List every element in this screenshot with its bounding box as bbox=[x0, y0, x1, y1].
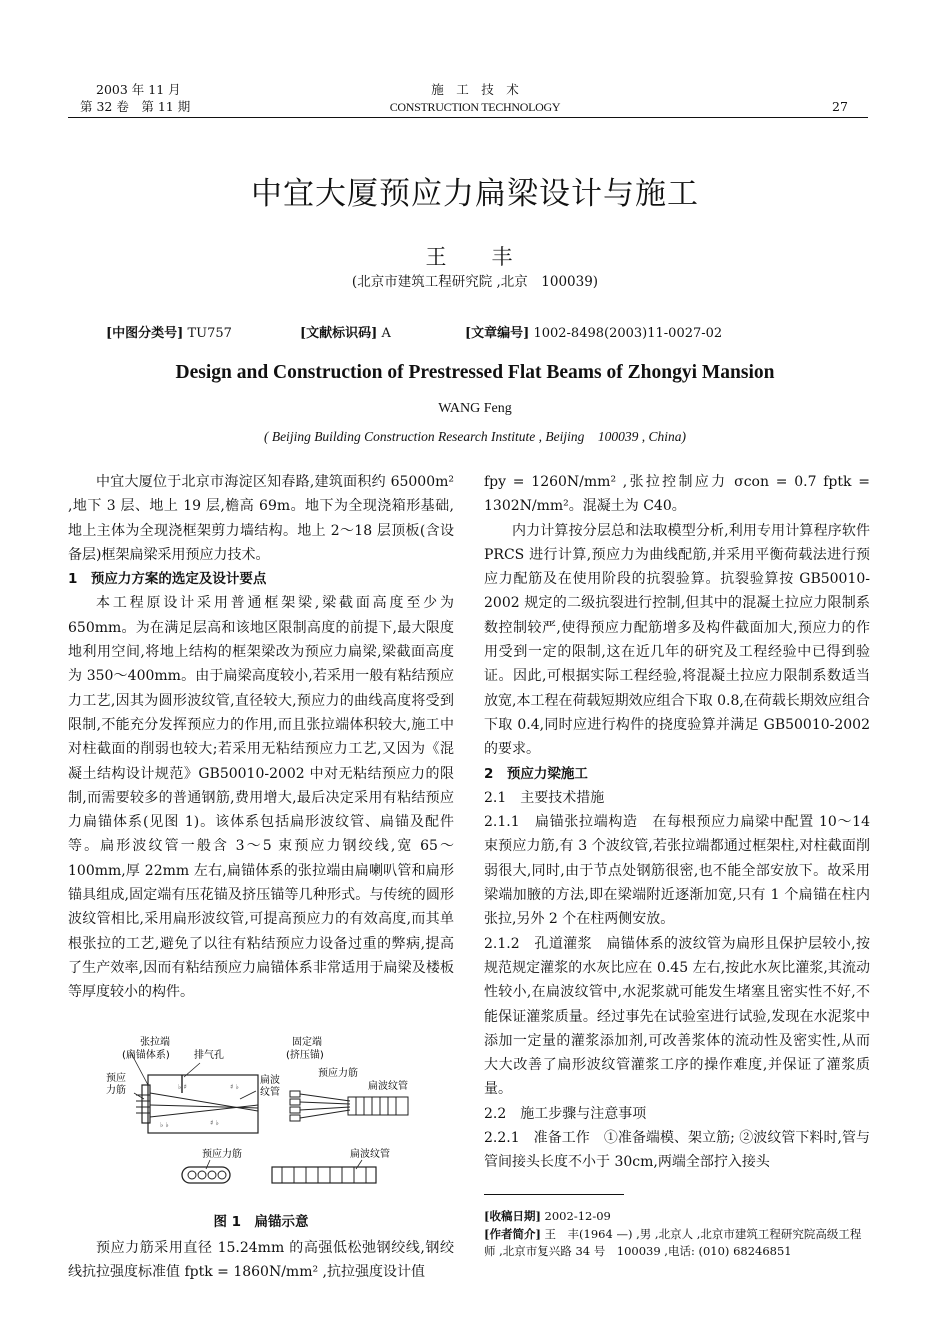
article-title: 中宜大厦预应力扁梁设计与施工 bbox=[251, 176, 699, 212]
issue-date: 2003 年 11 月 bbox=[96, 82, 181, 97]
journal-name-cn: 施 工 技 术 bbox=[431, 82, 519, 97]
concrete-hatch: ♭ ♯ bbox=[178, 1083, 187, 1091]
extrusion-anchor bbox=[290, 1115, 300, 1121]
label-tension-end: 张拉端 bbox=[140, 1037, 170, 1048]
strand-circle bbox=[188, 1171, 196, 1179]
tendon-line bbox=[300, 1102, 350, 1104]
section-heading: 1 预应力方案的选定及设计要点 bbox=[68, 571, 267, 588]
footnote-rule bbox=[484, 1194, 624, 1195]
clc-number: [中图分类号] TU757 bbox=[106, 326, 232, 341]
tendon-line bbox=[300, 1110, 350, 1118]
author-bio: [作者简介] 王 丰(1964 —) ,男 ,北京人 ,北京市建筑工程研究院高级工程师 ,北京市复兴路 34 号 100039 ,电话: (010) 68246851 bbox=[484, 1227, 862, 1258]
concrete-hatch: ♯ ♭ bbox=[230, 1083, 239, 1091]
author-affiliation: (北京市建筑工程研究院 ,北京 100039) bbox=[351, 274, 599, 290]
received-date: [收稿日期] 2002-12-09 bbox=[484, 1209, 611, 1223]
figure-caption: 图 1 扁锚示意 bbox=[213, 1214, 309, 1230]
header-rule bbox=[68, 117, 868, 118]
paragraph: 中宜大厦位于北京市海淀区知春路,建筑面积约 65000m² ,地下 3 层、地上 19 层,檐高 69m。地下为全现浇箱形基础,地上主体为全现浇框架剪力墙结构。地上 2～18 层顶板(含设备层)框架扁梁采用预应力技术。 bbox=[68, 474, 454, 563]
page-number: 27 bbox=[832, 99, 848, 114]
label-vent: 排气孔 bbox=[194, 1050, 224, 1061]
label-tendon-3: 预应力筋 bbox=[202, 1149, 242, 1160]
paragraph: 内力计算按分层总和法取模型分析,利用专用计算程序软件 PRCS 进行计算,预应力为曲线配筋,并采用平衡荷载法进行预应力配筋及在使用阶段的抗裂验算。抗裂验算按 GB50010-2002 规定的二级抗裂进行控制,但其中的混凝土拉应力限制系数控制较严,使得预应力配筋增多及构件截面加大,预应力的作用受到一定的限制,这在近几年的研究及工程经验中已得到验证。因此,可根据实际工程经验,将混凝土拉应力限制系数适当放宽,本工程在荷载短期效应组合下取 0.8,在荷载长期效应组合下取 0.4,同时应进行构件的挠度验算并满足 GB50010-2002 的要求。 bbox=[484, 522, 870, 758]
concrete-hatch: ♭ ♭ bbox=[160, 1121, 169, 1129]
tendon-line bbox=[300, 1107, 350, 1110]
paragraph: 2.1.2 孔道灌浆 扁锚体系的波纹管为扁形且保护层较小,按规范规定灌浆的水灰比应在 0.45 左右,按此水灰比灌浆,其流动性较小,在扁波纹管中,水泥浆就可能发生堵塞且密实性不好,不能保证灌浆质量。经过事先在试验室进行试验,发现在水泥浆中添加一定量的灌浆添加剂,可改善浆体的流动性及密实性,从而大大改善了扁形波纹管灌浆工序的操作难度,并保证了灌浆质量。 bbox=[484, 935, 870, 1098]
subsection-heading: 2.1 主要技术措施 bbox=[484, 789, 605, 806]
tendon-line bbox=[150, 1093, 258, 1111]
author-name: 王 丰 bbox=[425, 245, 525, 269]
journal-name-en: CONSTRUCTION TECHNOLOGY bbox=[389, 100, 561, 114]
concrete-hatch: ♯ ♭ bbox=[210, 1119, 219, 1127]
left-column-top bbox=[68, 470, 454, 1005]
english-affiliation: ( Beijing Building Construction Research Institute , Beijing 100039 , China) bbox=[263, 429, 687, 444]
subsection-heading: 2.2 施工步骤与注意事项 bbox=[484, 1105, 647, 1122]
document-code: [文献标识码] A bbox=[300, 326, 391, 341]
leader-line bbox=[206, 1160, 210, 1169]
label-flat-anchor: (扁锚体系) bbox=[122, 1050, 170, 1061]
strand-circle bbox=[198, 1171, 206, 1179]
left-column-bottom bbox=[68, 1236, 454, 1285]
label-tendon-2: 预应力筋 bbox=[318, 1068, 358, 1079]
leader-line bbox=[240, 1091, 256, 1099]
extrusion-anchor bbox=[290, 1107, 300, 1113]
label-duct: 纹管 bbox=[260, 1087, 280, 1098]
tendon-line bbox=[300, 1094, 350, 1101]
extrusion-anchor bbox=[290, 1099, 300, 1105]
duct-elevation bbox=[272, 1167, 376, 1183]
label-fixed-end: 固定端 bbox=[292, 1037, 322, 1048]
label-tendon: 预应 bbox=[106, 1073, 126, 1084]
label-duct: 扁波 bbox=[260, 1075, 280, 1086]
right-column bbox=[484, 470, 870, 1175]
extrusion-anchor bbox=[290, 1091, 300, 1097]
english-title: Design and Construction of Prestressed Flat Beams of Zhongyi Mansion bbox=[175, 362, 775, 383]
label-tendon: 力筋 bbox=[106, 1085, 126, 1096]
article-number: [文章编号] 1002-8498(2003)11-0027-02 bbox=[465, 326, 723, 341]
paragraph: 预应力筋采用直径 15.24mm 的高强低松弛钢绞线,钢绞线抗拉强度标准值 fptk = 1860N/mm² ,抗拉强度设计值 bbox=[68, 1240, 454, 1281]
label-duct-2: 扁波纹管 bbox=[368, 1081, 408, 1092]
anchor-plate bbox=[142, 1085, 150, 1123]
section-heading: 2 预应力梁施工 bbox=[484, 765, 588, 782]
english-author: WANG Feng bbox=[438, 401, 512, 416]
paragraph: 本工程原设计采用普通框架梁,梁截面高度至少为 650mm。为在满足层高和该地区限制高度的前提下,最大限度地利用空间,将地上结构的框架梁改为预应力扁梁,梁截面高度为 350～400mm。由于扁梁高度较小,若采用一般有粘结预应力工艺,因其为圆形波纹管,直径较大,预应力的曲线高度将受到限制,不能充分发挥预应力的作用,而且张拉端体积较大,施工中对柱截面的削弱也较大;若采用无粘结预应力工艺,又因为《混凝土结构设计规范》GB50010-2002 中对无粘结预应力的限制,而需要较多的普通钢筋,费用增大,最后决定采用有粘结预应力扁锚体系(见图 1)。该体系包括扁形波纹管、扁锚及配件等。扁形波纹管一般含 3～5 束预应力钢绞线,宽 65～100mm,厚 22mm 左右,扁锚体系的张拉端由扁喇叭管和扁形锚具组成,固定端有压花锚及挤压锚等几种形式。与传统的圆形波纹管相比,采用扁形波纹管,可提高预应力的有效高度,而其单根张拉的工艺,避免了以往有粘结预应力设备过重的弊病,提高了生产效率,因而有粘结预应力扁锚体系非常适用于扁梁及楼板等厚度较小的构件。 bbox=[68, 595, 454, 1001]
flat-duct bbox=[348, 1097, 408, 1115]
paragraph: 2.1.1 扁锚张拉端构造 在每根预应力扁梁中配置 10～14 束预应力筋,有 3 个波纹管,若张拉端都通过框架柱,对柱截面削弱很大,同时,由于节点处钢筋很密,也不能全部安放下。故采用梁端加腋的方法,即在梁端附近逐渐加宽,只有 1 个扁锚在柱内张拉,另外 2 个在柱两侧安放。 bbox=[484, 814, 870, 928]
paragraph: fpy = 1260N/mm² ,张拉控制应力 σcon = 0.7 fptk = 1302N/mm²。混凝土为 C40。 bbox=[484, 474, 870, 515]
figure-flat-anchor-diagram bbox=[100, 1033, 430, 1203]
issue-volume: 第 32 卷 第 11 期 bbox=[80, 99, 191, 114]
label-duct-3: 扁波纹管 bbox=[350, 1149, 390, 1160]
leader-line bbox=[356, 1160, 362, 1169]
paragraph: 2.2.1 准备工作 ①准备端模、架立筋; ②波纹管下料时,管与管间接头长度不小于 30cm,两端全部拧入接头 bbox=[484, 1130, 870, 1171]
label-extrusion: (挤压锚) bbox=[286, 1050, 324, 1061]
strand-circle bbox=[208, 1171, 216, 1179]
strand-circle bbox=[218, 1171, 226, 1179]
